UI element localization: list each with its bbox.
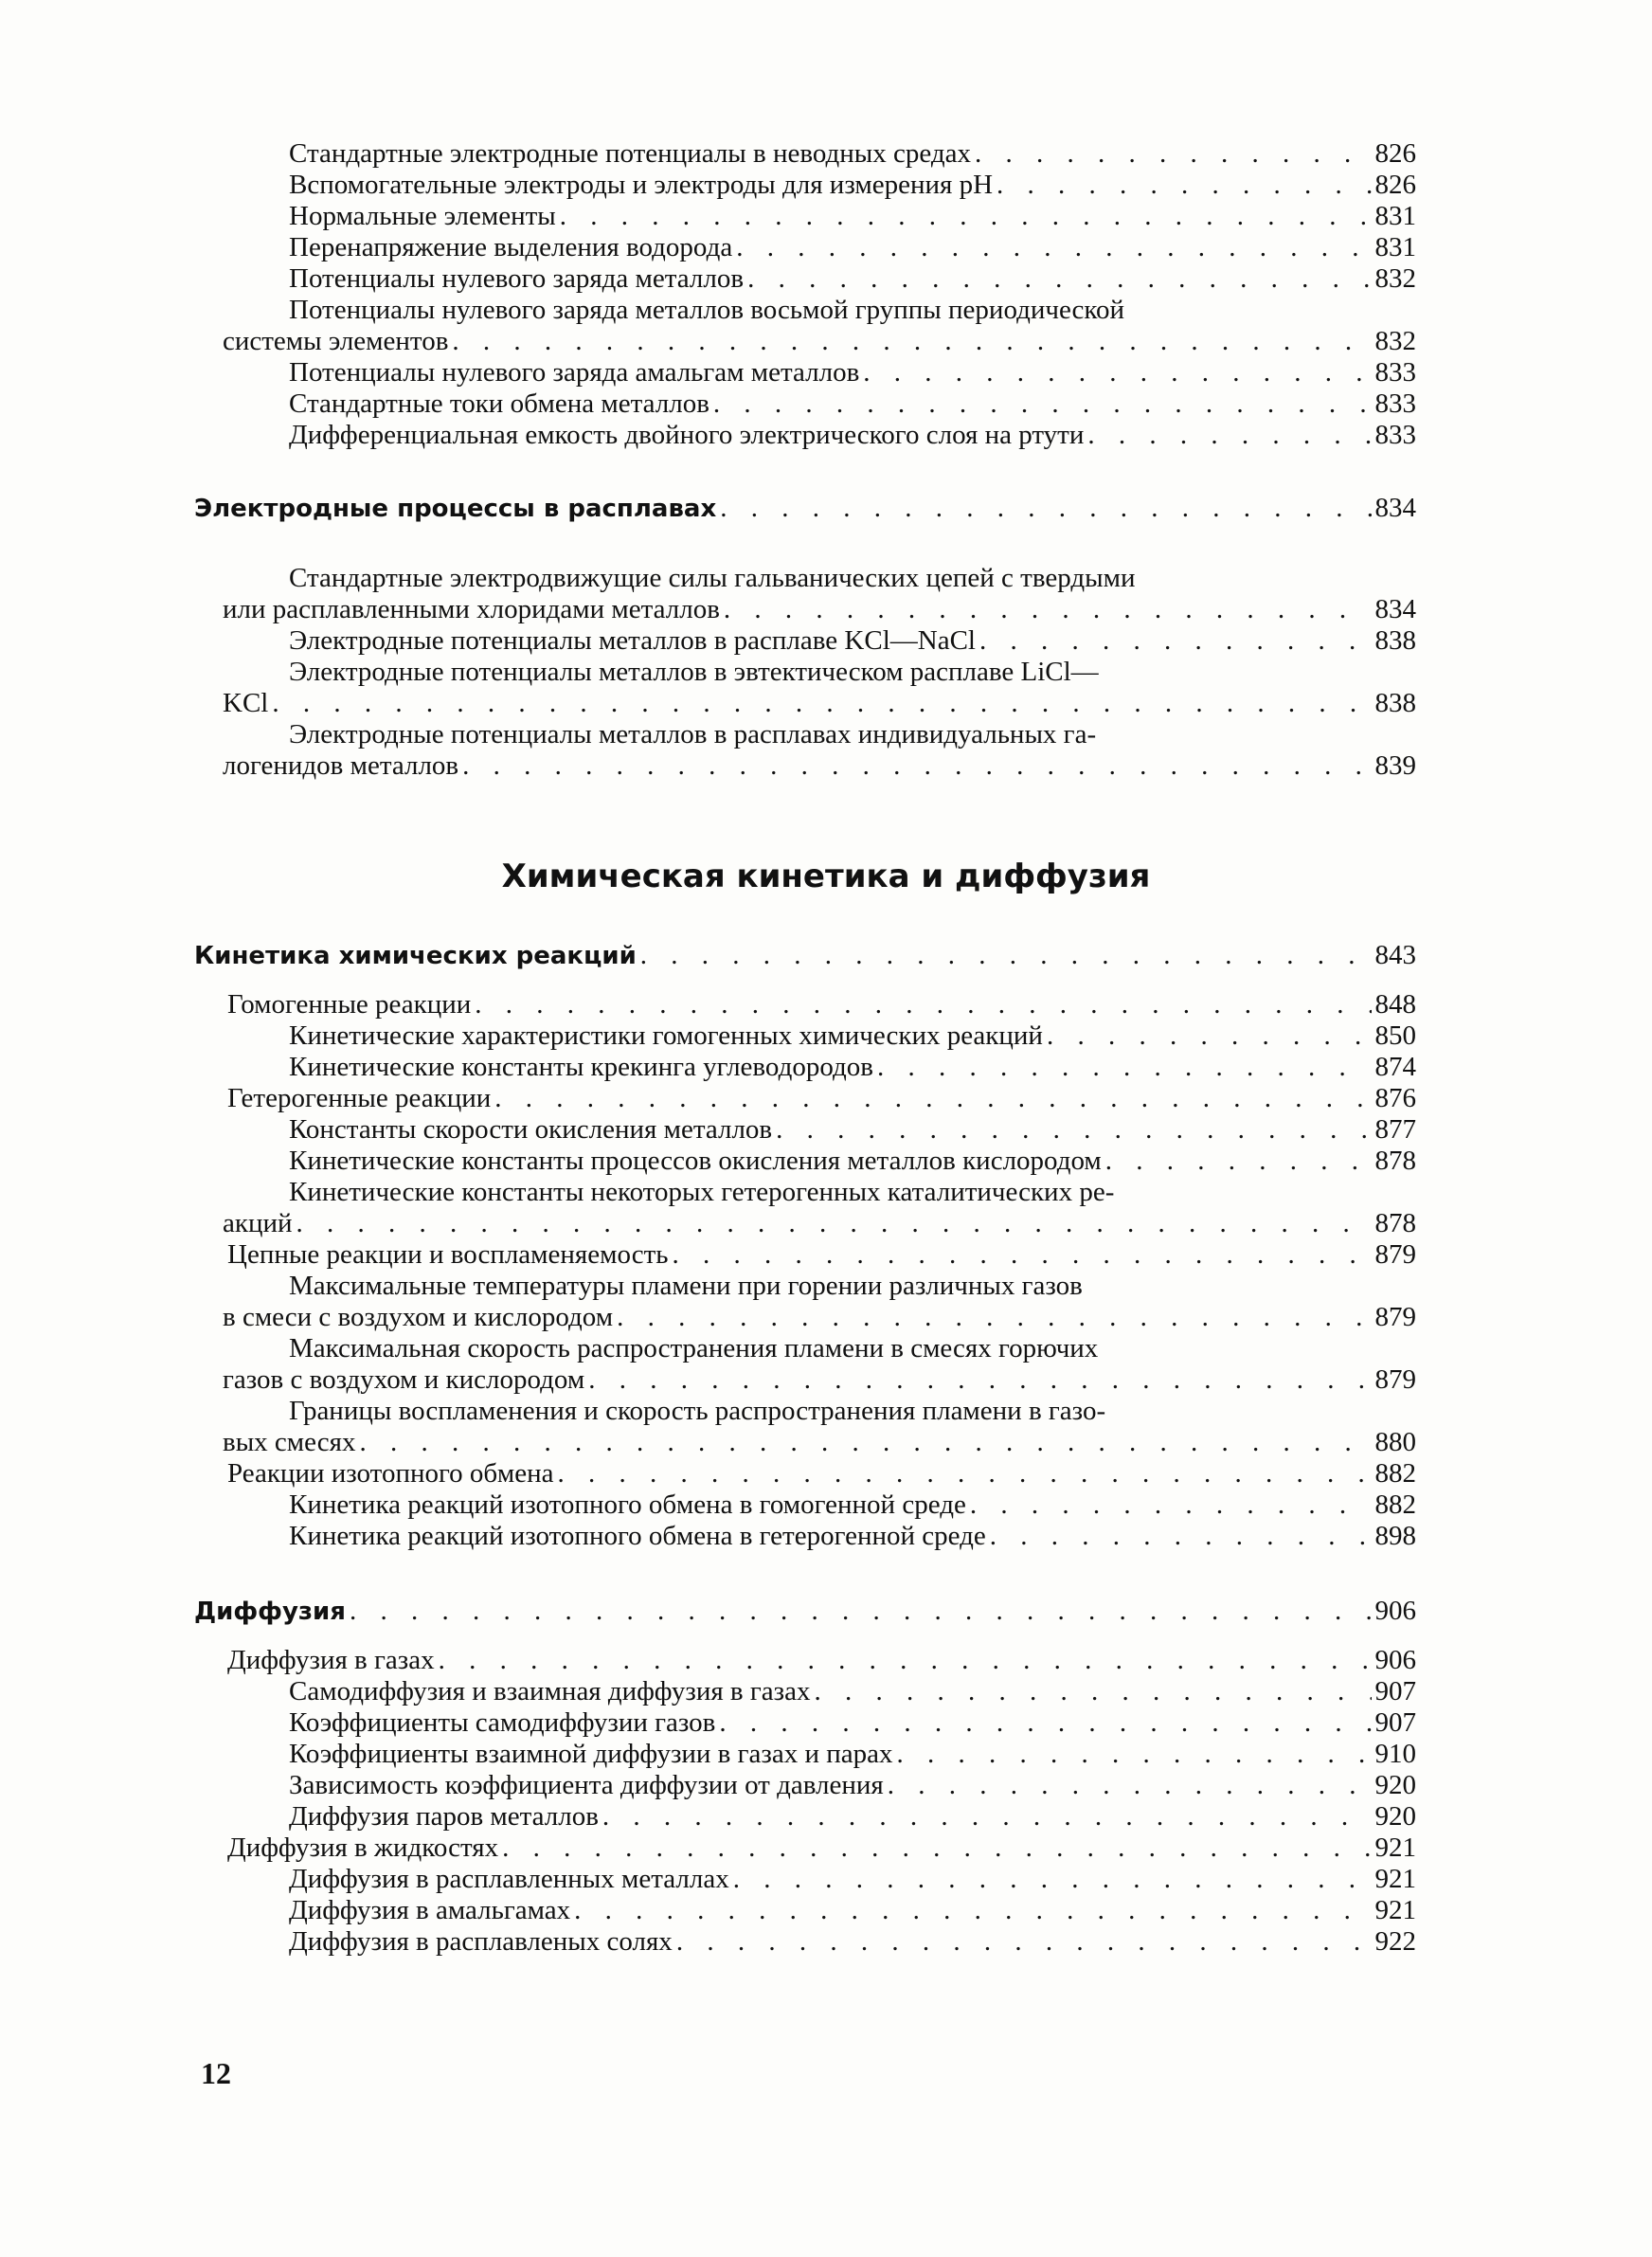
toc-entry-title: Потенциалы нулевого заряда амальгам металлов [289,357,860,388]
dot-leader [970,1490,1372,1521]
dot-leader [350,1596,1372,1627]
toc-entry-title: Максимальная скорость распространения пламени в смесях горючих [289,1333,1099,1363]
toc-entry-title: KCl [223,688,269,718]
toc-entry-title: Дифференциальная емкость двойного электрического слоя на ртути [289,420,1085,450]
toc-entry-page: 879 [1374,1302,1416,1332]
toc-entry-title: Электродные потенциалы металлов в эвтектическом расплаве LiCl— [289,657,1099,687]
toc-heading-diffusion[interactable] [194,1596,1416,1628]
toc-entry[interactable] [194,1707,1416,1739]
toc-block-kinetics [194,940,1416,1552]
toc-entry-wrapped-line[interactable] [194,719,1416,750]
dot-leader [617,1302,1371,1333]
dot-leader [272,688,1371,719]
toc-entry-wrapped-line[interactable] [194,1333,1416,1364]
dot-leader [736,232,1371,263]
toc-entry-wrapped-line[interactable] [194,295,1416,326]
dot-leader [713,388,1372,420]
toc-entry-page: 832 [1374,263,1416,294]
toc-entry-title: вых смесях [223,1427,356,1457]
toc-heading-kinetics[interactable] [194,940,1416,972]
dot-leader [720,493,1371,524]
dot-leader [672,1239,1371,1271]
toc-entry-page: 880 [1374,1427,1416,1457]
dot-leader [1105,1146,1372,1177]
dot-leader [676,1926,1372,1958]
toc-entry[interactable] [194,1427,1416,1458]
toc-entry[interactable] [194,625,1416,657]
toc-entry[interactable] [194,1770,1416,1801]
toc-entry-title: Потенциалы нулевого заряда металлов восьмой группы периодической [289,295,1125,325]
dot-leader [1047,1020,1372,1052]
dot-leader [640,940,1372,971]
toc-entry-page: 838 [1374,625,1416,656]
toc-entry[interactable] [194,1208,1416,1239]
dot-leader [897,1739,1372,1770]
toc-entry-title: Максимальные температуры пламени при горении различных газов [289,1271,1083,1301]
toc-entry-page: 906 [1374,1645,1416,1675]
toc-block-electrode-potentials [194,138,1416,451]
dot-leader [560,201,1372,232]
toc-entry[interactable] [194,1521,1416,1552]
toc-entry-page: 879 [1374,1239,1416,1270]
dot-leader [888,1770,1372,1801]
toc-entry-page: 833 [1374,388,1416,419]
section-title: Химическая кинетика и диффузия [501,858,1151,895]
dot-leader [588,1364,1371,1396]
toc-heading-page: 843 [1374,940,1416,970]
dot-leader [462,750,1371,782]
page-number: 12 [201,2056,231,2090]
toc-entry-page: 832 [1374,326,1416,356]
dot-leader [724,594,1372,625]
toc-entry-page: 850 [1374,1020,1416,1051]
toc-heading-molten[interactable] [194,493,1416,525]
toc-heading-page: 834 [1374,493,1416,523]
toc-entry-page: 874 [1374,1052,1416,1082]
toc-entry-title: Кинетика реакций изотопного обмена в гомогенной среде [289,1490,966,1520]
toc-entry[interactable] [194,326,1416,357]
toc-entry-page: 877 [1374,1114,1416,1145]
toc-entry-title: Диффузия паров металлов [289,1801,599,1832]
dot-leader [574,1895,1371,1926]
toc-entry-title: Диффузия в расплавленых солях [289,1926,673,1957]
toc-entry-page: 921 [1374,1864,1416,1894]
dot-leader [494,1083,1371,1114]
toc-entry-title: Перенапряжение выделения водорода [289,232,733,262]
toc-entry-page: 831 [1374,201,1416,231]
toc-entry-title: или расплавленными хлоридами металлов [223,594,720,624]
toc-entry[interactable] [194,1458,1416,1490]
toc-entry-page: 922 [1374,1926,1416,1957]
toc-entry[interactable] [194,1364,1416,1396]
toc-entry-title: Гомогенные реакции [227,989,472,1020]
dot-leader [1087,420,1371,451]
toc-entry-title: акций [223,1208,293,1238]
toc-entry-page: 848 [1374,989,1416,1020]
dot-leader [602,1801,1372,1833]
toc-entry-wrapped-line[interactable] [194,657,1416,688]
dot-leader [475,989,1371,1020]
toc-entry-page: 838 [1374,688,1416,718]
dot-leader [814,1676,1371,1707]
toc-entry-title: Границы воспламенения и скорость распространения пламени в газо- [289,1396,1106,1426]
toc-entry[interactable] [194,1052,1416,1083]
toc-entry[interactable] [194,263,1416,295]
toc-entry-wrapped-line[interactable] [194,1271,1416,1302]
dot-leader [439,1645,1372,1676]
toc-entry-page: 826 [1374,138,1416,169]
dot-leader [558,1458,1372,1490]
toc-entry[interactable] [194,388,1416,420]
toc-entry[interactable] [194,1895,1416,1926]
toc-entry-title: Зависимость коэффициента диффузии от давления [289,1770,884,1800]
toc-entry-title: Кинетические характеристики гомогенных химических реакций [289,1020,1043,1051]
toc-entry-title: Диффузия в газах [227,1645,435,1675]
toc-entry-title: Реакции изотопного обмена [227,1458,554,1489]
toc-entry-title: газов с воздухом и кислородом [223,1364,585,1395]
toc-entry[interactable] [194,357,1416,388]
toc-entry-title: Коэффициенты взаимной диффузии в газах и парах [289,1739,893,1769]
toc-entry-title: Диффузия в амальгамах [289,1895,571,1925]
toc-entry-title: Электродные потенциалы металлов в расплаве KCl—NaCl [289,625,976,656]
toc-entry-title: Электродные потенциалы металлов в расплавах индивидуальных га- [289,719,1097,749]
dot-leader [719,1707,1371,1739]
toc-entry[interactable] [194,1083,1416,1114]
toc-entry-title: Стандартные электродвижущие силы гальванических цепей с твердыми [289,563,1136,593]
toc-entry[interactable] [194,170,1416,201]
toc-entry-title: Вспомогательные электроды и электроды для измерения pH [289,170,994,200]
dot-leader [733,1864,1372,1895]
dot-leader [776,1114,1371,1146]
toc-entry-page: 826 [1374,170,1416,200]
toc-entry-wrapped-line[interactable] [194,1177,1416,1208]
dot-leader [979,625,1372,657]
toc-entry[interactable] [194,989,1416,1020]
toc-entry[interactable] [194,1926,1416,1958]
toc-block-molten [194,493,1416,782]
dot-leader [452,326,1371,357]
toc-entry-page: 921 [1374,1833,1416,1863]
toc-entry[interactable] [194,750,1416,782]
toc-entry-wrapped-line[interactable] [194,1396,1416,1427]
toc-entry[interactable] [194,1302,1416,1333]
toc-entry-page: 907 [1374,1676,1416,1706]
toc-entry-page: 833 [1374,357,1416,388]
toc-entry-page: 833 [1374,420,1416,450]
toc-entry-title: Кинетические константы крекинга углеводородов [289,1052,873,1082]
toc-entry-title: Диффузия в жидкостях [227,1833,499,1863]
toc-entry[interactable] [194,1146,1416,1177]
toc-entry-title: Кинетические константы процессов окисления металлов кислородом [289,1146,1102,1176]
toc-entry-title: Константы скорости окисления металлов [289,1114,773,1145]
toc-entry-wrapped-line[interactable] [194,563,1416,594]
toc-entry-page: 839 [1374,750,1416,781]
toc-entry-title: Потенциалы нулевого заряда металлов [289,263,745,294]
toc-heading-title: Диффузия [194,1598,346,1626]
toc-entry-page: 921 [1374,1895,1416,1925]
toc-entry-page: 898 [1374,1521,1416,1551]
toc-entry-page: 882 [1374,1458,1416,1489]
toc-entry-title: логенидов металлов [223,750,459,781]
toc-entry-title: Стандартные электродные потенциалы в неводных средах [289,138,972,169]
toc-entry-page: 907 [1374,1707,1416,1738]
toc-entry[interactable] [194,1833,1416,1864]
toc-entry-page: 879 [1374,1364,1416,1395]
toc-entry-title: Нормальные элементы [289,201,556,231]
toc-entry-title: Стандартные токи обмена металлов [289,388,709,419]
toc-entry-page: 876 [1374,1083,1416,1113]
toc-entry-page: 920 [1374,1801,1416,1832]
toc-entry[interactable] [194,138,1416,170]
toc-entry[interactable] [194,1239,1416,1271]
toc-entry-page: 878 [1374,1208,1416,1238]
dot-leader [997,170,1371,201]
dot-leader [975,138,1371,170]
toc-entry-page: 910 [1374,1739,1416,1769]
toc-entry[interactable] [194,594,1416,625]
toc-entry[interactable] [194,1020,1416,1052]
toc-heading-title: Кинетика химических реакций [194,942,637,970]
toc-entry-page: 882 [1374,1490,1416,1520]
toc-entry[interactable] [194,420,1416,451]
dot-leader [296,1208,1372,1239]
toc-entry-title: в смеси с воздухом и кислородом [223,1302,614,1332]
toc-heading-title: Электродные процессы в расплавах [194,495,717,523]
toc-entry[interactable] [194,1801,1416,1833]
dot-leader [359,1427,1371,1458]
toc-entry-title: Кинетические константы некоторых гетерогенных каталитических ре- [289,1177,1115,1207]
toc-entry[interactable] [194,1645,1416,1676]
toc-heading-page: 906 [1374,1596,1416,1626]
toc-entry-title: Самодиффузия и взаимная диффузия в газах [289,1676,811,1706]
toc-entry-title: Цепные реакции и воспламеняемость [227,1239,669,1270]
toc-entry[interactable] [194,232,1416,263]
toc-entry-page: 920 [1374,1770,1416,1800]
dot-leader [863,357,1371,388]
toc-entry-title: Коэффициенты самодиффузии газов [289,1707,716,1738]
toc-entry-page: 831 [1374,232,1416,262]
toc-entry[interactable] [194,1490,1416,1521]
toc-entry-title: Гетерогенные реакции [227,1083,492,1113]
toc-entry[interactable] [194,1676,1416,1707]
toc-entry[interactable] [194,1864,1416,1895]
toc-entry-page: 878 [1374,1146,1416,1176]
dot-leader [747,263,1371,295]
toc-block-diffusion [194,1596,1416,1958]
dot-leader [990,1521,1372,1552]
dot-leader [877,1052,1372,1083]
toc-entry[interactable] [194,201,1416,232]
toc-entry[interactable] [194,1739,1416,1770]
toc-entry-title: Диффузия в расплавленных металлах [289,1864,729,1894]
toc-entry-title: Кинетика реакций изотопного обмена в гетерогенной среде [289,1521,986,1551]
toc-entry[interactable] [194,688,1416,719]
toc-entry-title: системы элементов [223,326,449,356]
toc-entry-page: 834 [1374,594,1416,624]
dot-leader [502,1833,1371,1864]
toc-entry[interactable] [194,1114,1416,1146]
